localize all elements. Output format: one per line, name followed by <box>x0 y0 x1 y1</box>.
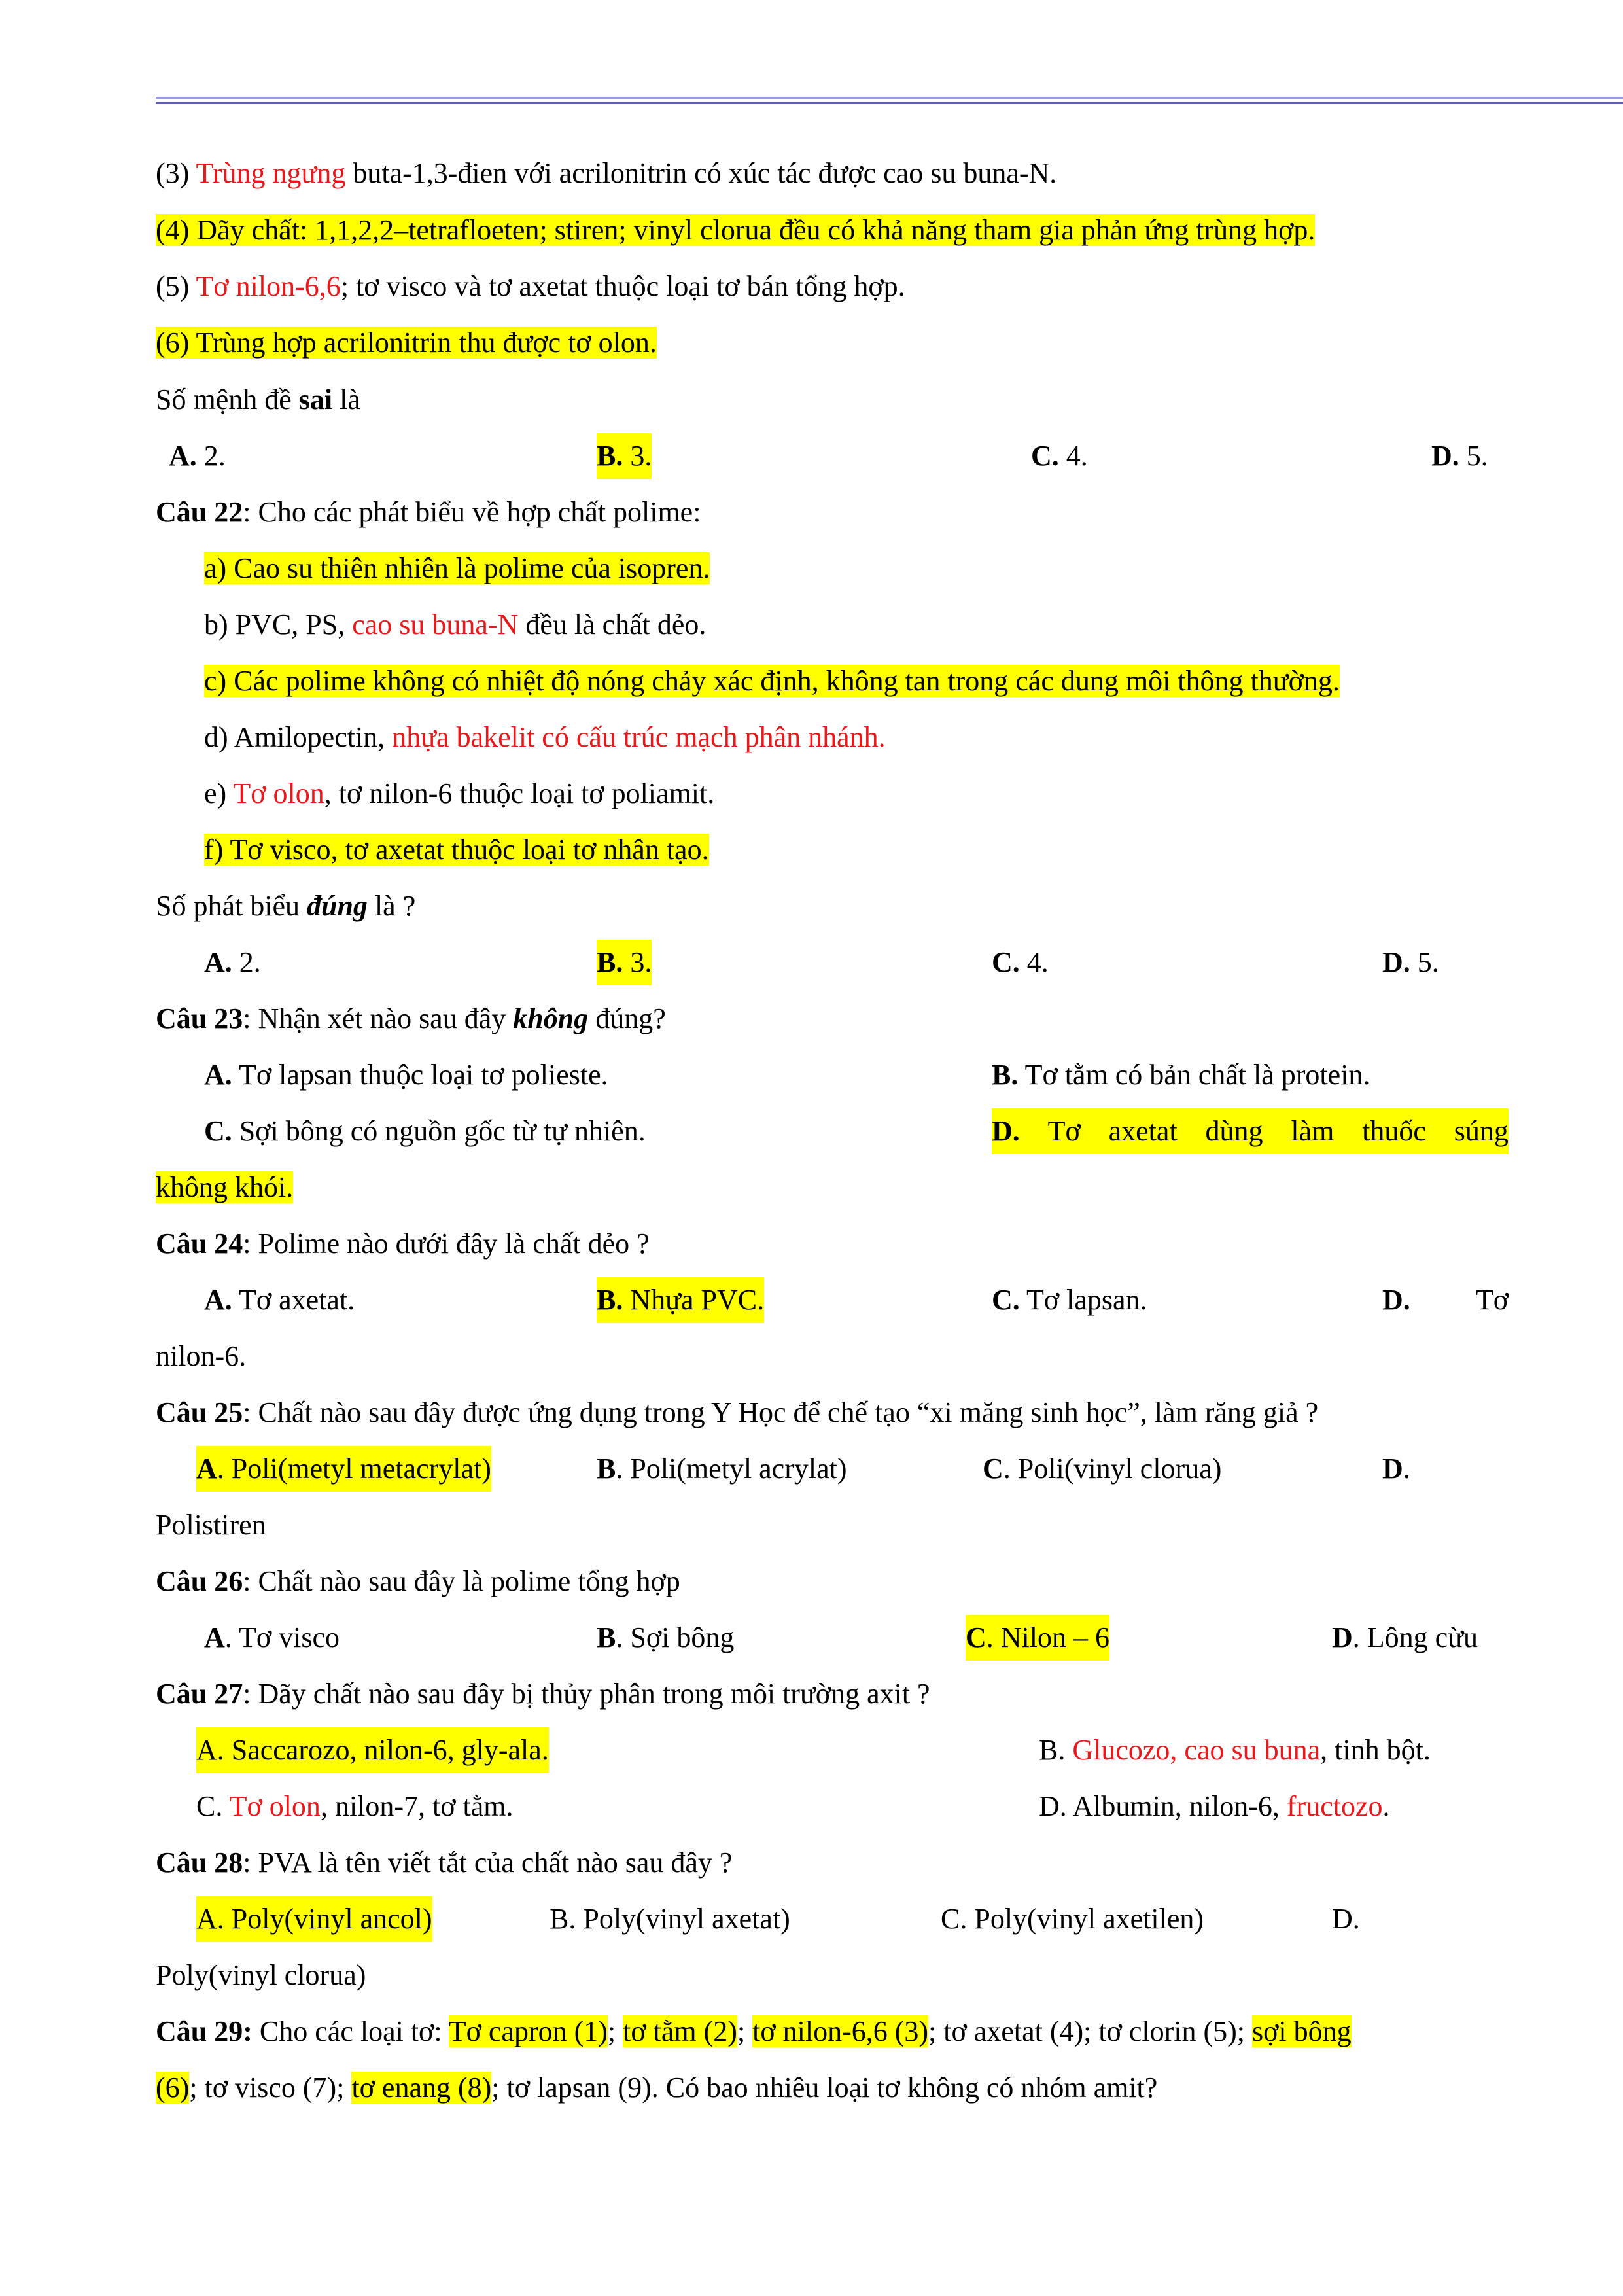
q23-option-b[interactable] <box>992 1052 1370 1098</box>
q26-option-c[interactable] <box>966 1615 1109 1661</box>
q28-option-b[interactable] <box>550 1896 790 1942</box>
q25-option-c[interactable] <box>983 1446 1221 1492</box>
option-text: 3. <box>623 946 652 978</box>
option-label: D. <box>1431 440 1459 472</box>
q24-option-b[interactable] <box>597 1277 764 1323</box>
option-text-end: , nilon-7, tơ tằm. <box>320 1790 514 1822</box>
statement-highlighted-text: (6) Trùng hợp acrilonitrin thu được tơ olon. <box>156 327 657 359</box>
option-text-end: , tinh bột. <box>1320 1734 1431 1766</box>
question-bold-italic: không <box>513 1002 589 1034</box>
option-word: dùng <box>1205 1115 1263 1147</box>
q22-option-c[interactable] <box>992 940 1049 985</box>
option-text: 2. <box>196 440 226 472</box>
statement-5 <box>156 264 905 309</box>
prompt-text: Số phát biểu <box>156 890 300 922</box>
statement-text: b) PVC, PS, <box>204 609 353 641</box>
question-text: : Chất nào sau đây được ứng dụng trong Y Học để chế tạo “xi măng sinh học”, làm răng giả ? <box>243 1396 1319 1428</box>
option-label: C <box>966 1621 986 1653</box>
question-label: Câu 25 <box>156 1396 243 1428</box>
question-text: : Chất nào sau đây là polime tổng hợp <box>243 1565 680 1597</box>
q22-option-a[interactable] <box>204 940 261 985</box>
option-text: C. <box>196 1790 230 1822</box>
option-text: C. Poly(vinyl axetilen) <box>941 1903 1204 1935</box>
option-label: B <box>597 1621 616 1653</box>
question-text-end: đúng? <box>595 1002 666 1034</box>
q23-option-a[interactable] <box>204 1052 608 1098</box>
option-text: Tơ lapsan. <box>1019 1284 1147 1316</box>
option-text: Tơ <box>1475 1284 1509 1316</box>
fiber-item-highlighted: (6) <box>156 2072 190 2104</box>
q28-option-d[interactable] <box>1332 1896 1360 1942</box>
option-text: 5. <box>1459 440 1488 472</box>
option-word: súng <box>1454 1115 1509 1147</box>
q23-option-d-continuation <box>156 1165 293 1210</box>
statement-text: d) Amilopectin, <box>204 721 393 753</box>
q25-option-d[interactable] <box>1382 1446 1410 1492</box>
option-red-text: Tơ olon <box>229 1790 321 1822</box>
q23-option-c[interactable] <box>204 1108 646 1154</box>
q27-option-c[interactable] <box>196 1784 514 1829</box>
statement-red-text: nhựa bakelit có cấu trúc mạch phân nhánh. <box>392 721 886 753</box>
q25-option-d-continuation <box>156 1502 266 1548</box>
question-27 <box>156 1671 930 1717</box>
option-text: . Sợi bông <box>616 1621 735 1653</box>
option-text: 3. <box>623 440 652 472</box>
option-text: Tơ axetat. <box>232 1284 355 1316</box>
statement-red-text: Tơ olon <box>233 777 324 809</box>
q21-option-a[interactable] <box>169 433 226 479</box>
option-label: D. <box>1382 946 1410 978</box>
q28-option-c[interactable] <box>941 1896 1204 1942</box>
option-text-continued: không khói. <box>156 1171 294 1203</box>
q22-option-d[interactable] <box>1382 940 1439 985</box>
statement-text: buta-1,3-đien với acrilonitrin có xúc tác được cao su buna-N. <box>353 157 1057 189</box>
option-text: . <box>1403 1453 1410 1485</box>
option-text: B. <box>1039 1734 1073 1766</box>
q22-option-b[interactable] <box>597 940 652 985</box>
statement-4 <box>156 207 1315 253</box>
q28-option-d-continuation <box>156 1952 366 1998</box>
question-text: : Nhận xét nào sau đây <box>243 1002 506 1034</box>
option-label: A. <box>204 1059 232 1091</box>
option-text: Sợi bông có nguồn gốc từ tự nhiên. <box>232 1115 646 1147</box>
q27-option-a[interactable] <box>196 1727 549 1773</box>
option-word: thuốc <box>1362 1115 1426 1147</box>
option-red-text: fructozo <box>1286 1790 1383 1822</box>
option-label: A. <box>169 440 197 472</box>
question-text-middle: ; tơ visco (7); <box>189 2072 352 2104</box>
option-text: . Poli(vinyl clorua) <box>1003 1453 1222 1485</box>
option-text-continued: nilon-6. <box>156 1340 247 1372</box>
option-label: B. <box>992 1059 1019 1091</box>
question-label: Câu 22 <box>156 496 243 528</box>
fiber-item-highlighted: Tơ capron (1) <box>448 2015 608 2047</box>
option-text: . Poli(metyl metacrylat) <box>217 1453 491 1485</box>
option-label: B <box>597 1453 616 1485</box>
q24-option-a[interactable] <box>204 1277 355 1323</box>
question-text: : PVA là tên viết tắt của chất nào sau đây ? <box>243 1846 733 1879</box>
option-label: D. <box>1382 1284 1410 1316</box>
question-text: : Polime nào dưới đây là chất dẻo ? <box>243 1227 650 1260</box>
prompt-text-end: là ? <box>374 890 416 922</box>
question-28 <box>156 1840 732 1886</box>
q27-option-d[interactable] <box>1039 1784 1390 1829</box>
q22-statement-c <box>204 658 1340 704</box>
question-25 <box>156 1390 1318 1436</box>
option-text: . Lông cừu <box>1352 1621 1478 1653</box>
option-label: A. <box>204 1284 232 1316</box>
statement-red-text: Trùng ngưng <box>196 157 346 189</box>
option-word: Tơ <box>1047 1115 1081 1147</box>
statement-highlighted-text: (4) Dãy chất: 1,1,2,2–tetrafloeten; stiren; vinyl clorua đều có khả năng tham gia phản ứng trùng hợp. <box>156 214 1316 246</box>
q21-option-c[interactable] <box>1031 433 1088 479</box>
q24-option-c[interactable] <box>992 1277 1147 1323</box>
statement-text: ; tơ visco và tơ axetat thuộc loại tơ bán tổng hợp. <box>340 270 905 302</box>
question-label: Câu 29: <box>156 2015 253 2047</box>
question-label: Câu 28 <box>156 1846 243 1879</box>
option-label: C. <box>204 1115 232 1147</box>
option-text: Tơ lapsan thuộc loại tơ polieste. <box>232 1059 608 1091</box>
header-rule-dark <box>156 102 1623 104</box>
option-text-continued: Polistiren <box>156 1509 266 1541</box>
prompt-text: Số mệnh đề <box>156 383 292 415</box>
question-label: Câu 24 <box>156 1227 243 1260</box>
question-24 <box>156 1221 650 1267</box>
q23-option-d[interactable] <box>992 1108 1509 1154</box>
q22-statement-e <box>204 771 714 817</box>
statement-text-end: , tơ nilon-6 thuộc loại tơ poliamit. <box>324 777 715 809</box>
option-label: C <box>983 1453 1003 1485</box>
option-text: B. Poly(vinyl axetat) <box>550 1903 790 1935</box>
question-label: Câu 27 <box>156 1678 243 1710</box>
option-text: Nhựa PVC. <box>623 1284 765 1316</box>
q27-option-b[interactable] <box>1039 1727 1431 1773</box>
header-rule <box>156 97 1623 99</box>
option-label: D <box>1332 1621 1353 1653</box>
statement-3 <box>156 150 1056 196</box>
statement-number: (5) <box>156 270 190 302</box>
option-label: D <box>1382 1453 1403 1485</box>
q21-option-d[interactable] <box>1431 433 1488 479</box>
option-text: D. Albumin, nilon-6, <box>1039 1790 1287 1822</box>
question-text-end: ; tơ lapsan (9). Có bao nhiêu loại tơ không có nhóm amit? <box>491 2072 1158 2104</box>
question-23 <box>156 996 666 1042</box>
option-label: A. <box>204 946 232 978</box>
q25-option-a[interactable] <box>196 1446 491 1492</box>
q22-statement-a <box>204 546 710 592</box>
question-22-prompt <box>156 883 415 929</box>
option-label: A <box>204 1621 225 1653</box>
q22-statement-d <box>204 715 886 760</box>
question-text-middle: ; tơ axetat (4); tơ clorin (5); <box>928 2015 1253 2047</box>
option-red-text: Glucozo, cao su buna <box>1072 1734 1321 1766</box>
question-label: Câu 26 <box>156 1565 243 1597</box>
q22-statement-f <box>204 827 709 873</box>
prompt-text-end: là <box>340 383 360 415</box>
question-21-prompt <box>156 377 360 423</box>
fiber-item-highlighted: tơ tằm (2) <box>623 2015 737 2047</box>
statement-red-text: cao su buna-N <box>352 609 519 641</box>
question-label: Câu 23 <box>156 1002 243 1034</box>
statement-6 <box>156 320 657 366</box>
q24-option-d[interactable] <box>1382 1277 1509 1323</box>
option-text: 5. <box>1410 946 1439 978</box>
option-text-end: . <box>1382 1790 1390 1822</box>
option-text: 4. <box>1058 440 1088 472</box>
fiber-item-highlighted: sợi bông <box>1252 2015 1352 2047</box>
fiber-item-highlighted: tơ enang (8) <box>351 2072 492 2104</box>
option-text: 4. <box>1019 946 1049 978</box>
q28-option-a[interactable] <box>196 1896 432 1942</box>
option-text: 2. <box>232 946 261 978</box>
statement-highlighted-text: a) Cao su thiên nhiên là polime của isopren. <box>204 552 710 584</box>
option-label: D. <box>992 1115 1020 1147</box>
fiber-item-highlighted: tơ nilon-6,6 (3) <box>752 2015 929 2047</box>
prompt-bold-italic: đúng <box>306 890 368 922</box>
option-word: làm <box>1291 1115 1335 1147</box>
question-text: Cho các loại tơ: <box>252 2015 449 2047</box>
question-22 <box>156 489 701 535</box>
prompt-bold: sai <box>298 383 333 415</box>
option-text: . Poli(metyl acrylat) <box>616 1453 847 1485</box>
option-label: A <box>196 1453 217 1485</box>
q26-option-a[interactable] <box>204 1615 340 1661</box>
option-label: C. <box>992 946 1020 978</box>
statement-highlighted-text: c) Các polime không có nhiệt độ nóng chảy xác định, không tan trong các dung môi thông thường. <box>204 665 1340 697</box>
question-29: Câu 29: Cho các loại tơ: Tơ capron (1); tơ tằm (2); tơ nilon-6,6 (3); tơ axetat (4); tơ clorin (5); sợi bông <box>156 2015 1352 2047</box>
q26-option-b[interactable] <box>597 1615 734 1661</box>
option-label: C. <box>992 1284 1020 1316</box>
q22-statement-b <box>204 602 706 648</box>
statement-number: (3) <box>156 157 190 189</box>
option-text-continued: Poly(vinyl clorua) <box>156 1959 366 1991</box>
option-text: D. <box>1332 1903 1360 1935</box>
option-label: B. <box>597 440 623 472</box>
option-label: B. <box>597 1284 623 1316</box>
question-29-line-2 <box>156 2065 1157 2111</box>
statement-highlighted-text: f) Tơ visco, tơ axetat thuộc loại tơ nhân tạo. <box>204 834 709 866</box>
question-text: : Dãy chất nào sau đây bị thủy phân trong môi trường axit ? <box>243 1678 930 1710</box>
question-26 <box>156 1559 680 1604</box>
statement-text-end: đều là chất dẻo. <box>518 609 707 641</box>
statement-text: e) <box>204 777 234 809</box>
q21-option-b[interactable] <box>597 433 652 479</box>
q24-option-d-continuation <box>156 1333 246 1379</box>
option-label: B. <box>597 946 623 978</box>
question-text: : Cho các phát biểu về hợp chất polime: <box>243 496 701 528</box>
option-word: axetat <box>1108 1115 1178 1147</box>
option-text: . Nilon – 6 <box>986 1621 1110 1653</box>
q25-option-b[interactable] <box>597 1446 846 1492</box>
option-text: Tơ tằm có bản chất là protein. <box>1018 1059 1370 1091</box>
option-text: A. Poly(vinyl ancol) <box>196 1903 432 1935</box>
option-label: C. <box>1031 440 1059 472</box>
q26-option-d[interactable] <box>1332 1615 1478 1661</box>
option-text: A. Saccarozo, nilon-6, gly-ala. <box>196 1734 549 1766</box>
option-text: . Tơ visco <box>224 1621 340 1653</box>
statement-red-text: Tơ nilon-6,6 <box>196 270 341 302</box>
